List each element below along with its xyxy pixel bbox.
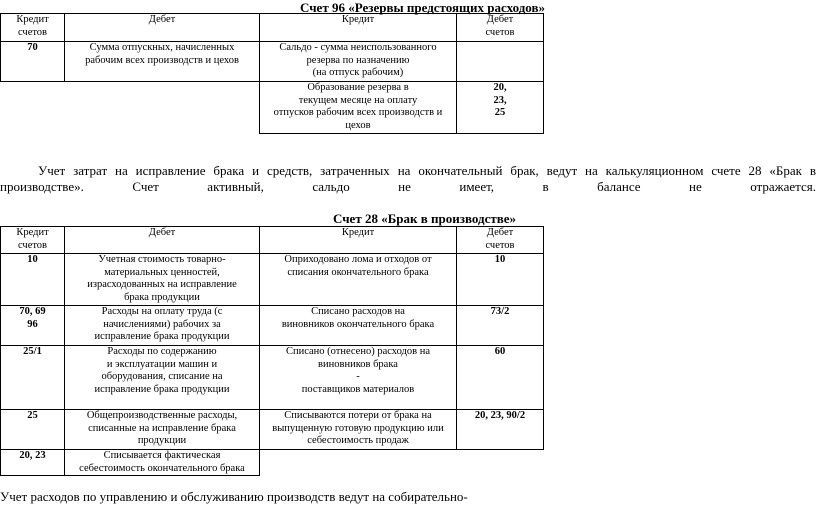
credit-account-cell: 20, 23 [1, 450, 65, 476]
debit-account-cell: 20, 23, 25 [457, 82, 544, 134]
debit-cell: Списывается фактическая себестоимость окончательного брака [65, 450, 260, 476]
header-debit: Дебет [65, 227, 260, 254]
credit-cell: Списано расходов на виновников окончательного брака [260, 306, 457, 346]
credit-cell [260, 450, 457, 476]
table-row [1, 306, 544, 346]
debit-account-cell: 10 [457, 254, 544, 306]
credit-cell: Списываются потери от брака на выпущенную готовую продукцию или себестоимость продаж [260, 410, 457, 450]
debit-account-cell [457, 42, 544, 82]
credit-cell: Образование резерва в текущем месяце на оплату отпусков рабочим всех производств и цехов [260, 82, 457, 134]
table-row [1, 254, 544, 306]
credit-account-cell: 10 [1, 254, 65, 306]
table-row [1, 42, 544, 82]
header-credit: Кредит [260, 227, 457, 254]
debit-account-cell: 60 [457, 346, 544, 410]
table-header-row [1, 227, 544, 254]
debit-cell: Расходы по содержанию и эксплуатации машин и оборудования, списание на исправление брака продукции [65, 346, 260, 410]
debit-account-cell: 73/2 [457, 306, 544, 346]
credit-cell: Оприходовано лома и отходов от списания окончательного брака [260, 254, 457, 306]
credit-account-cell: 25 [1, 410, 65, 450]
header-credit-accounts: Кредит счетов [1, 14, 65, 42]
paragraph-line: Учет затрат на исправление брака и средств, затраченных на окончательный брак, ведут на калькуляционном счете 28 «Брак в [38, 163, 816, 178]
debit-account-cell: 20, 23, 90/2 [457, 410, 544, 450]
debit-cell: Учетная стоимость товарно- материальных ценностей, израсходованных на исправление брака продукции [65, 254, 260, 306]
credit-cell: Сальдо - сумма неиспользованного резерва по назначению (на отпуск рабочим) [260, 42, 457, 82]
debit-cell: Расходы на оплату труда (с начислениями) рабочих за исправление брака продукции [65, 306, 260, 346]
paragraph-brak [0, 163, 816, 195]
account28-table [0, 226, 544, 476]
header-credit: Кредит [260, 14, 457, 42]
account28-title: Счет 28 «Брак в производстве» [333, 211, 517, 226]
table-row [1, 346, 544, 410]
debit-cell [65, 82, 260, 134]
debit-cell: Общепроизводственные расходы, списанные на исправление брака продукции [65, 410, 260, 450]
paragraph-management-costs: Учет расходов по управлению и обслуживанию производств ведут на собирательно- [0, 489, 468, 504]
table-row [1, 450, 544, 476]
debit-cell: Сумма отпускных, начисленных рабочим всех производств и цехов [65, 42, 260, 82]
paragraph-line: производстве». Счет активный, сальдо не имеет, в балансе не отражается. [0, 179, 816, 194]
header-debit: Дебет [65, 14, 260, 42]
header-debit-accounts: Дебет счетов [457, 227, 544, 254]
credit-account-cell: 70, 69 96 [1, 306, 65, 346]
credit-cell: Списано (отнесено) расходов на виновников брака - поставщиков материалов [260, 346, 457, 410]
credit-account-cell: 25/1 [1, 346, 65, 410]
header-debit-accounts: Дебет счетов [457, 14, 544, 42]
header-credit-accounts: Кредит счетов [1, 227, 65, 254]
table-header-row [1, 14, 544, 42]
account96-title: Счет 96 «Резервы предстоящих расходов» [300, 0, 546, 15]
credit-account-cell [1, 82, 65, 134]
table-row [1, 82, 544, 134]
account96-table [0, 13, 544, 134]
debit-account-cell [457, 450, 544, 476]
credit-account-cell: 70 [1, 42, 65, 82]
table-row [1, 410, 544, 450]
